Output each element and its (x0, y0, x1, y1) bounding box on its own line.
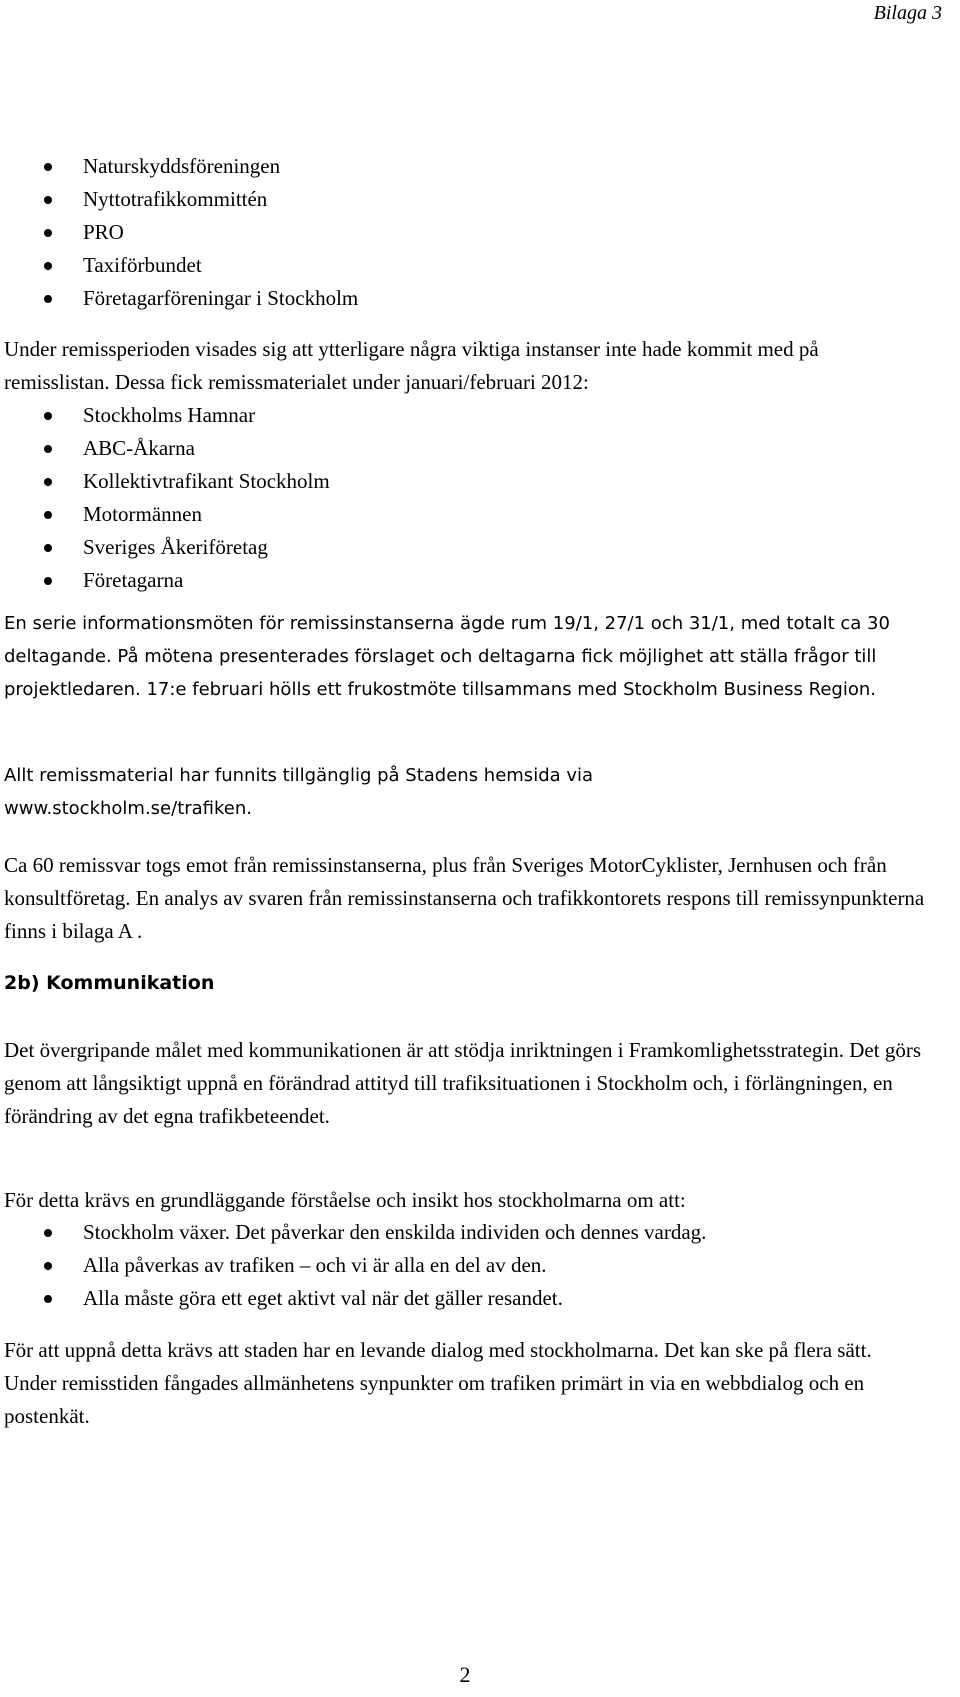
page-header-label: Bilaga 3 (873, 2, 942, 24)
paragraph-remissperiod: Under remissperioden visades sig att ytterligare några viktiga instanser inte hade kommit med på remisslistan. Dessa fick remissmaterialet under januari/februari 2012: (4, 337, 819, 394)
organization-list-1 (4, 150, 944, 315)
message-list (4, 1216, 944, 1315)
list-item: Stockholm växer. Det påverkar den enskilda individen och dennes vardag. (4, 1216, 944, 1249)
list-item: ABC-Åkarna (4, 432, 944, 465)
section-heading: 2b) Kommunikation (4, 972, 215, 994)
organization-list-2 (4, 399, 944, 597)
paragraph-remissmaterial: Allt remissmaterial har funnits tillgänglig på Stadens hemsida via www.stockholm.se/trafiken. (4, 765, 594, 819)
list-item: Taxiförbundet (4, 249, 944, 282)
list-item: Stockholms Hamnar (4, 399, 944, 432)
list-item: Motormännen (4, 498, 944, 531)
list-item: Företagarna (4, 564, 944, 597)
list-item: Alla måste göra ett eget aktivt val när det gäller resandet. (4, 1282, 944, 1315)
paragraph-remissvar: Ca 60 remissvar togs emot från remissinstanserna, plus från Sveriges MotorCyklister, Jernhusen och från konsultföretag. En analys av svaren från remissinstanserna och trafikkontorets respons till remissynpunkterna finns i bilaga A . (4, 853, 925, 943)
list-item: Alla påverkas av trafiken – och vi är alla en del av den. (4, 1249, 944, 1282)
paragraph-informationsmoten: En serie informationsmöten för remissinstanserna ägde rum 19/1, 27/1 och 31/1, med totalt ca 30 deltagande. På mötena presenterades förslaget och deltagarna fick möjlighet att ställa frågor till projektledaren. 17:e februari hölls ett frukostmöte tillsammans med Stockholm Business Region. (4, 613, 890, 700)
paragraph-kommunikation: Det övergripande målet med kommunikationen är att stödja inriktningen i Framkomlighetsstrategin. Det görs genom att långsiktigt uppnå en förändrad attityd till trafiksituationen i Stockholm och, i förlängningen, en förändring av det egna trafikbeteendet. (4, 1038, 921, 1128)
list-item: Kollektivtrafikant Stockholm (4, 465, 944, 498)
list-item: Företagarföreningar i Stockholm (4, 282, 944, 315)
page-number: 2 (459, 1662, 471, 1687)
list-item: Nyttotrafikkommittén (4, 183, 944, 216)
list-item: Naturskyddsföreningen (4, 150, 944, 183)
paragraph-forstaelse: För detta krävs en grundläggande förståelse och insikt hos stockholmarna om att: (4, 1188, 686, 1212)
list-item: Sveriges Åkeriföretag (4, 531, 944, 564)
list-item: PRO (4, 216, 944, 249)
paragraph-dialog: För att uppnå detta krävs att staden har en levande dialog med stockholmarna. Det kan ske på flera sätt. Under remisstiden fångades allmänhetens synpunkter om trafiken primärt in via en webbdialog och en postenkät. (4, 1338, 872, 1428)
